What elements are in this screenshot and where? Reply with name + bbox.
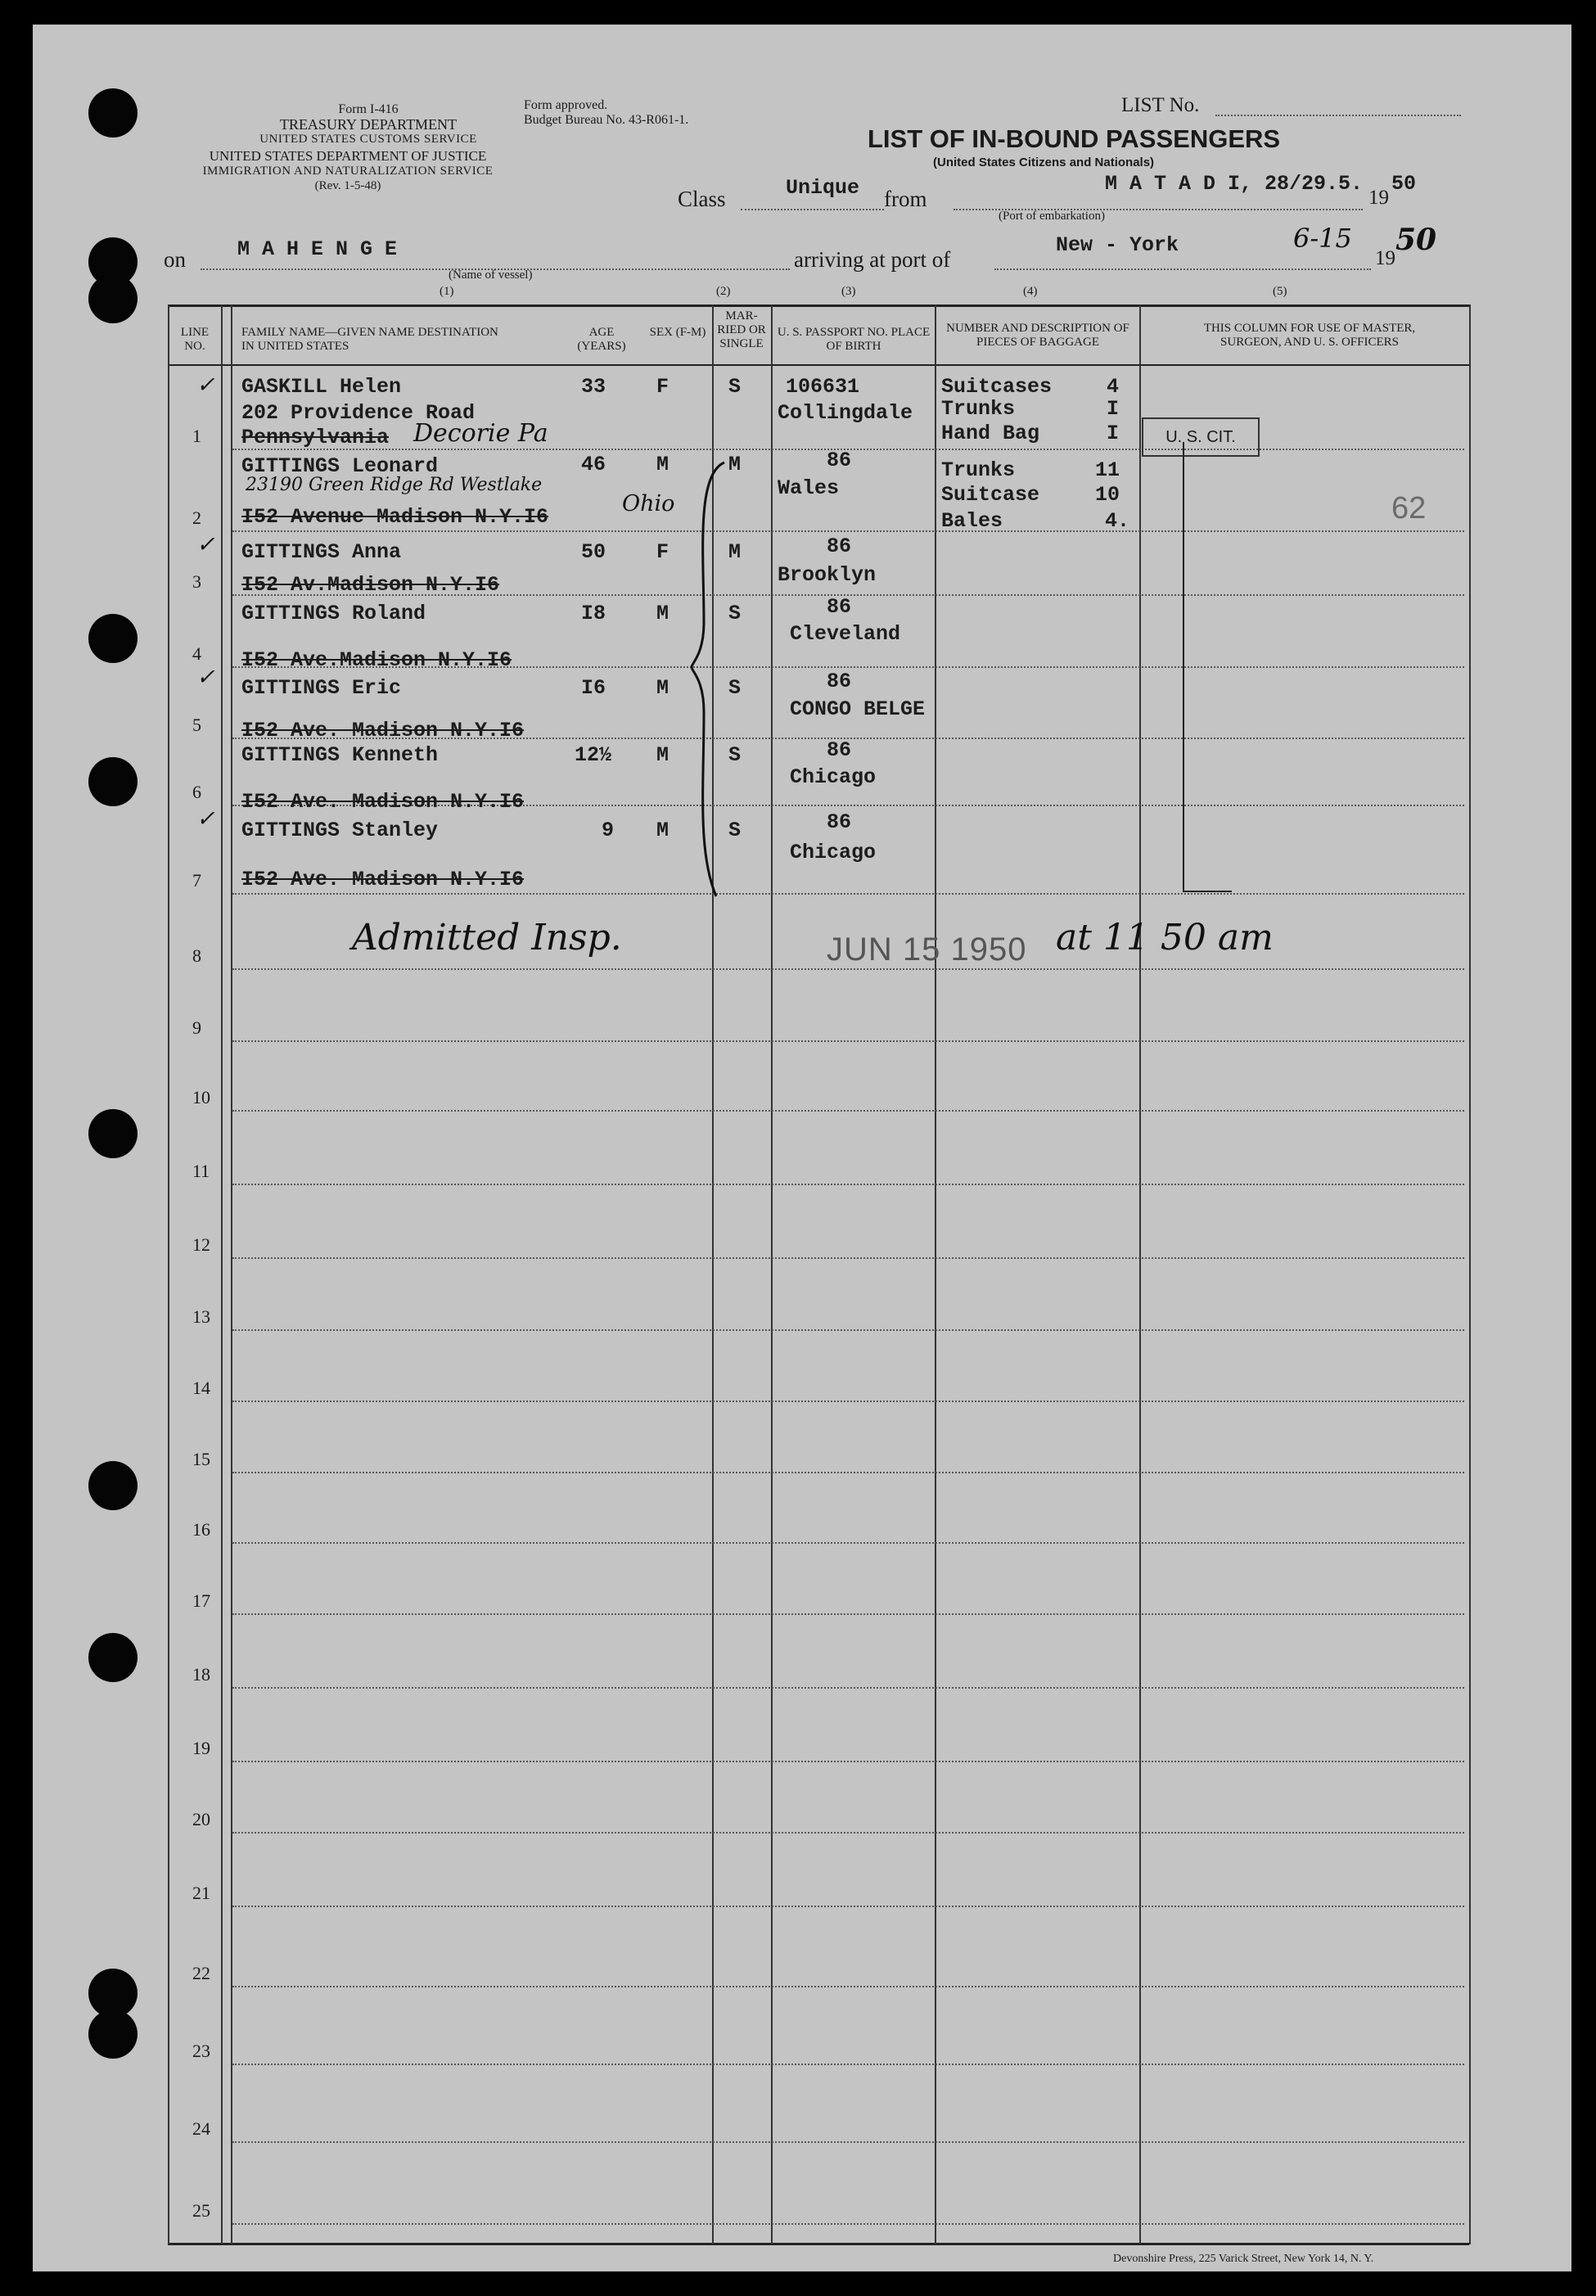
line-number: 13	[192, 1306, 210, 1327]
baggage-qty: 11	[1095, 458, 1120, 482]
passenger-marital: S	[728, 602, 742, 625]
check-mark: ✓	[196, 665, 215, 690]
line-number: 14	[192, 1378, 210, 1398]
baggage-item: Suitcase	[941, 483, 1040, 507]
row-rule	[232, 968, 1464, 970]
treasury-dept: TREASURY DEPARTMENT	[279, 116, 458, 133]
passenger-destination: Pennsylvania	[241, 426, 390, 449]
binder-hole	[88, 757, 138, 806]
row-rule	[232, 1110, 1464, 1112]
passenger-name: GITTINGS Eric	[241, 676, 402, 700]
header-officers: THIS COLUMN FOR USE OF MASTER, SURGEON, AND U. S. OFFICERS	[1203, 322, 1416, 349]
baggage-qty: 4.	[1105, 509, 1130, 533]
line-number: 22	[192, 1963, 210, 1983]
birth-place: Cleveland	[790, 622, 901, 646]
check-mark: ✓	[196, 372, 215, 398]
baggage-qty: 4	[1107, 375, 1120, 399]
passenger-destination: I52 Ave. Madison N.Y.I6	[241, 719, 525, 742]
year-value: 50	[1391, 172, 1417, 196]
line-number: 15	[192, 1449, 210, 1469]
passenger-sex: M	[656, 743, 670, 767]
passenger-sex: F	[656, 375, 670, 399]
arrival-port: New - York	[1056, 233, 1179, 257]
table-bottom-rule	[168, 2243, 1469, 2245]
family-brace	[688, 458, 737, 900]
revision: (Rev. 1-5-48)	[314, 179, 381, 192]
passenger-sex: F	[656, 540, 670, 564]
line-number: 9	[192, 1017, 201, 1038]
row-rule	[232, 2141, 1464, 2143]
line-number: 19	[192, 1738, 210, 1758]
passenger-age: I6	[581, 676, 606, 700]
passenger-destination: I52 Ave.Madison N.Y.I6	[241, 648, 512, 672]
passenger-name: GITTINGS Kenneth	[241, 743, 439, 767]
line-number: 17	[192, 1590, 210, 1611]
arrival-year: 50	[1395, 223, 1437, 257]
header-married: MAR-RIED OR SINGLE	[717, 309, 766, 350]
passenger-age: 9	[602, 819, 615, 842]
line-number: 10	[192, 1087, 210, 1107]
passenger-name: GITTINGS Stanley	[241, 819, 439, 842]
form-number: Form I-416	[338, 102, 399, 116]
passenger-name: GITTINGS Leonard	[241, 454, 439, 478]
row-rule	[232, 1040, 1464, 1042]
form-approval	[524, 98, 688, 128]
line-number: 8	[192, 945, 201, 966]
line-number: 4	[192, 643, 201, 664]
passenger-marital: S	[728, 743, 742, 767]
embark-caption: (Port of embarkation)	[999, 210, 1105, 223]
header-sex: SEX (F-M)	[649, 326, 706, 339]
passenger-marital: S	[728, 676, 742, 700]
passenger-name: GITTINGS Roland	[241, 602, 426, 625]
row-rule	[232, 1613, 1464, 1615]
embark-port: M A T A D I, 28/29.5.	[1105, 172, 1364, 196]
on-label: on	[164, 247, 186, 272]
row-rule	[232, 1832, 1464, 1834]
vessel-name: M A H E N G E	[237, 237, 398, 261]
justice-block	[160, 149, 536, 193]
row-rule	[232, 2223, 1464, 2225]
col-divider	[168, 304, 169, 2244]
passenger-marital: S	[728, 375, 742, 399]
passenger-destination: I52 Ave. Madison N.Y.I6	[241, 868, 525, 891]
baggage-item: Trunks	[941, 397, 1016, 421]
birth-place: Chicago	[790, 841, 877, 864]
passenger-destination: I52 Avenue Madison N.Y.I6	[241, 505, 549, 529]
check-mark: ✓	[196, 532, 215, 557]
us-cit-stamp: U. S. CIT.	[1142, 417, 1260, 457]
passport-number: 86	[827, 535, 852, 558]
passenger-marital: M	[728, 540, 742, 564]
line-number: 20	[192, 1809, 210, 1829]
passenger-sex: M	[656, 453, 670, 476]
row-rule	[232, 1184, 1464, 1185]
line-number: 23	[192, 2041, 210, 2061]
row-rule	[232, 1761, 1464, 1762]
row-rule	[232, 1472, 1464, 1473]
date-stamp: JUN 15 1950	[827, 931, 1027, 968]
birth-place: Collingdale	[778, 401, 913, 425]
row-rule	[232, 893, 1464, 895]
line-number: 24	[192, 2118, 210, 2139]
header-line-no: LINE NO.	[180, 326, 210, 353]
line-number: 2	[192, 507, 201, 528]
birth-place: CONGO BELGE	[790, 697, 926, 721]
passenger-address: 202 Providence Road	[241, 401, 476, 425]
header-rule	[168, 364, 1469, 366]
passport-number: 86	[827, 738, 852, 762]
col-num-5: (5)	[1273, 285, 1287, 298]
arrival-line	[994, 268, 1371, 270]
margin-number: 62	[1391, 491, 1427, 526]
passenger-age: I8	[581, 602, 606, 625]
row-rule	[232, 1257, 1464, 1259]
class-label: Class	[678, 187, 726, 211]
class-value: Unique	[786, 176, 860, 200]
passenger-name: GASKILL Helen	[241, 375, 402, 399]
handwritten-destination: Decorie Pa	[413, 419, 548, 448]
binder-hole	[88, 1109, 138, 1158]
passport-number: 86	[827, 595, 852, 619]
passenger-destination: I52 Av.Madison N.Y.I6	[241, 573, 500, 597]
class-line	[741, 209, 884, 210]
line-number: 21	[192, 1883, 210, 1903]
baggage-item: Hand Bag	[941, 422, 1040, 445]
form-agency-block	[246, 102, 491, 147]
form-title: LIST OF IN-BOUND PASSENGERS	[868, 124, 1281, 153]
line-number: 3	[192, 571, 201, 592]
row-rule	[232, 530, 1464, 532]
citizen-bracket	[1183, 442, 1184, 892]
col-num-2: (2)	[716, 285, 731, 298]
passenger-age: 50	[581, 540, 606, 564]
birth-place: Brooklyn	[778, 563, 877, 587]
list-no-line	[1215, 115, 1461, 116]
header-name: FAMILY NAME—GIVEN NAME DESTINATION IN UNITED STATES	[241, 326, 498, 353]
passenger-destination: I52 Ave. Madison N.Y.I6	[241, 790, 525, 814]
vessel-caption: (Name of vessel)	[449, 268, 533, 282]
handwritten-time: at 11 50 am	[1056, 917, 1274, 959]
line-number: 18	[192, 1664, 210, 1685]
passport-number: 86	[827, 670, 852, 693]
line-number: 16	[192, 1519, 210, 1540]
baggage-qty: 10	[1095, 483, 1120, 507]
arrival-year-prefix: 19	[1375, 247, 1395, 269]
line-number: 5	[192, 715, 201, 735]
binder-hole	[88, 88, 138, 138]
table-top-rule	[168, 304, 1469, 307]
line-number: 1	[192, 426, 201, 446]
row-rule	[232, 1401, 1464, 1402]
birth-place: Wales	[778, 476, 840, 500]
passport-number: 86	[827, 449, 852, 472]
passenger-name: GITTINGS Anna	[241, 540, 402, 564]
passenger-marital: M	[728, 453, 742, 476]
header-baggage: NUMBER AND DESCRIPTION OF PIECES OF BAGGAGE	[946, 322, 1129, 349]
check-mark: ✓	[196, 806, 215, 832]
arriving-label: arriving at port of	[794, 247, 951, 272]
col-divider	[1469, 304, 1471, 2244]
form-approved: Form approved.	[524, 98, 608, 112]
passport-number: 86	[827, 810, 852, 834]
list-no-label: LIST No.	[1121, 94, 1200, 116]
passenger-marital: S	[728, 819, 742, 842]
citizen-bracket-foot	[1183, 891, 1232, 892]
binder-hole	[88, 614, 138, 663]
passport-number: 106631	[786, 375, 860, 399]
handwritten-address: 23190 Green Ridge Rd Westlake	[246, 475, 543, 495]
justice-dept: UNITED STATES DEPARTMENT OF JUSTICE	[209, 148, 487, 164]
ins-service: IMMIGRATION AND NATURALIZATION SERVICE	[202, 165, 494, 178]
passenger-sex: M	[656, 819, 670, 842]
birth-place: Chicago	[790, 765, 877, 789]
line-number: 11	[192, 1161, 210, 1181]
customs-service: UNITED STATES CUSTOMS SERVICE	[259, 133, 477, 146]
row-rule	[232, 1329, 1464, 1331]
col-num-4: (4)	[1023, 285, 1038, 298]
row-rule	[232, 1687, 1464, 1689]
printer-imprint: Devonshire Press, 225 Varick Street, New York 14, N. Y.	[1113, 2253, 1374, 2265]
row-rule	[232, 1986, 1464, 1987]
line-number: 12	[192, 1234, 210, 1255]
passenger-age: 33	[581, 375, 606, 399]
handwritten-admitted: Admitted Insp.	[352, 917, 622, 959]
passenger-age: 12½	[575, 743, 612, 767]
binder-hole	[88, 2010, 138, 2059]
year-prefix: 19	[1368, 187, 1389, 209]
passenger-age: 46	[581, 453, 606, 476]
line-number: 25	[192, 2200, 210, 2221]
binder-hole	[88, 274, 138, 323]
binder-hole	[88, 1633, 138, 1682]
form-subtitle: (United States Citizens and Nationals)	[933, 156, 1155, 169]
baggage-item: Suitcases	[941, 375, 1053, 399]
col-num-3: (3)	[841, 285, 856, 298]
baggage-item: Trunks	[941, 458, 1016, 482]
passenger-sex: M	[656, 676, 670, 700]
row-rule	[232, 2064, 1464, 2065]
baggage-qty: I	[1107, 397, 1120, 421]
handwritten-state: Ohio	[622, 491, 675, 516]
budget-bureau: Budget Bureau No. 43-R061-1.	[524, 113, 689, 127]
from-label: from	[884, 187, 927, 211]
line-number: 7	[192, 870, 201, 891]
row-rule	[232, 1906, 1464, 1907]
row-rule	[232, 1542, 1464, 1544]
header-passport: U. S. PASSPORT NO. PLACE OF BIRTH	[777, 326, 931, 353]
binder-hole	[88, 1461, 138, 1510]
passenger-sex: M	[656, 602, 670, 625]
header-age: AGE (YEARS)	[577, 326, 626, 353]
baggage-qty: I	[1107, 422, 1120, 445]
form-page	[33, 25, 1571, 2271]
col-divider	[221, 304, 223, 2244]
arrival-date: 6-15	[1293, 223, 1352, 254]
col-num-1: (1)	[440, 285, 454, 298]
baggage-item: Bales	[941, 509, 1003, 533]
line-number: 6	[192, 782, 201, 802]
